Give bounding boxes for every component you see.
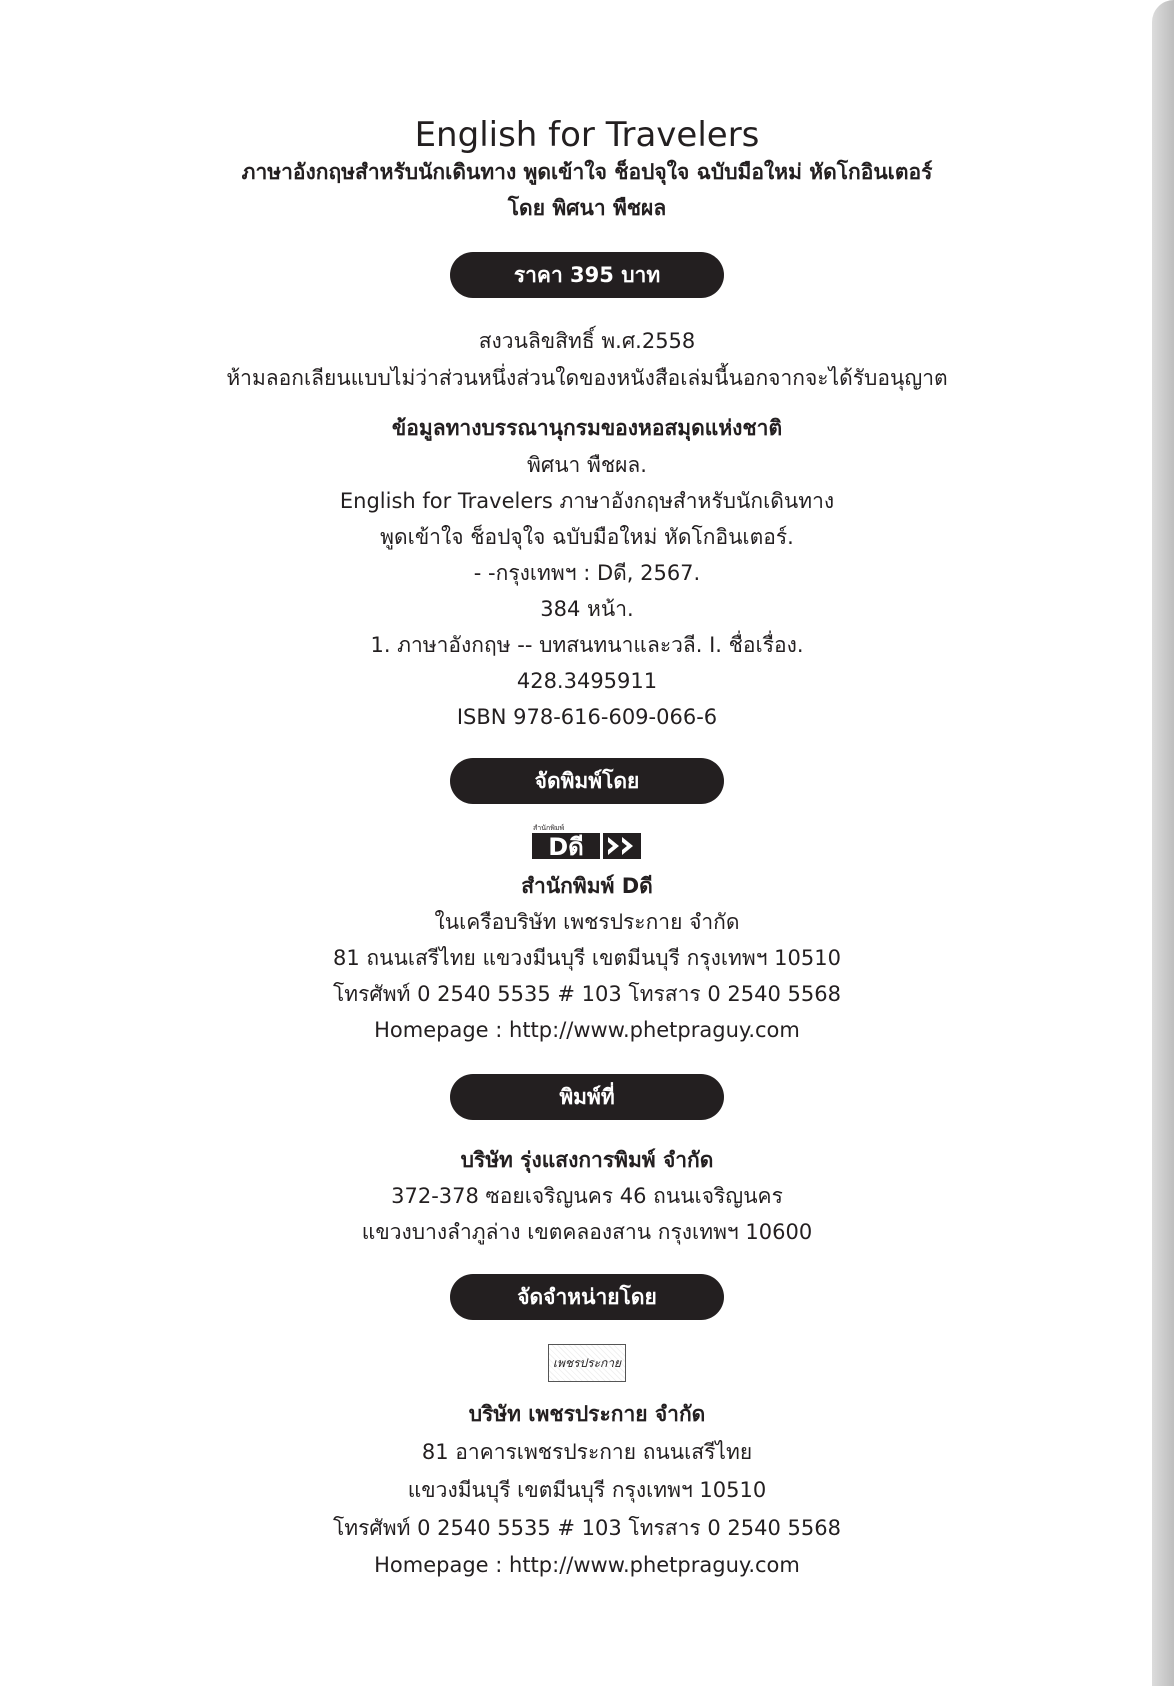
publisher-name: สำนักพิมพ์ Dดี <box>521 874 653 898</box>
cataloging-line: พิศนา พืชผล. <box>527 453 647 477</box>
printer-name: บริษัท รุ่งแสงการพิมพ์ จำกัด <box>460 1148 714 1172</box>
distributor-name: บริษัท เพชรประกาย จำกัด <box>468 1402 706 1426</box>
printer-address: แขวงบางลำภูล่าง เขตคลองสาน กรุงเทพฯ 10600 <box>361 1220 813 1244</box>
logo-text: Dดี <box>548 833 584 860</box>
printer-badge: พิมพ์ที่ <box>450 1074 724 1120</box>
author-line: โดย พิศนา พืชผล <box>507 196 667 220</box>
cataloging-heading: ข้อมูลทางบรรณานุกรมของหอสมุดแห่งชาติ <box>391 416 783 440</box>
distributor-address: แขวงมีนบุรี เขตมีนบุรี กรุงเทพฯ 10510 <box>407 1478 767 1502</box>
copyright-notice: ห้ามลอกเลียนแบบไม่ว่าส่วนหนึ่งส่วนใดของหนังสือเล่มนี้นอกจากจะได้รับอนุญาต <box>226 366 948 390</box>
publisher-line: ในเครือบริษัท เพชรประกาย จำกัด <box>434 910 740 934</box>
page-edge <box>1152 0 1174 1686</box>
distributor-badge: จัดจำหน่ายโดย <box>450 1274 724 1320</box>
distributor-phone: โทรศัพท์ 0 2540 5535 # 103 โทรสาร 0 2540 5568 <box>333 1516 841 1540</box>
cataloging-line: 384 หน้า. <box>540 597 634 621</box>
cataloging-line: 428.3495911 <box>516 669 658 693</box>
ddee-logo-icon <box>531 822 643 860</box>
cataloging-line: - -กรุงเทพฯ : Dดี, 2567. <box>473 561 701 585</box>
publisher-badge: จัดพิมพ์โดย <box>450 758 724 804</box>
distributor-homepage: Homepage : http://www.phetpraguy.com <box>374 1553 800 1577</box>
cataloging-line: พูดเข้าใจ ช็อปจุใจ ฉบับมือใหม่ หัดโกอินเตอร์. <box>380 525 794 549</box>
printer-address: 372-378 ซอยเจริญนคร 46 ถนนเจริญนคร <box>391 1184 783 1208</box>
book-title: English for Travelers <box>414 115 760 155</box>
distributor-address: 81 อาคารเพชรประกาย ถนนเสรีไทย <box>421 1440 753 1464</box>
publisher-address: 81 ถนนเสรีไทย แขวงมีนบุรี เขตมีนบุรี กรุงเทพฯ 10510 <box>333 946 841 970</box>
book-subtitle: ภาษาอังกฤษสำหรับนักเดินทาง พูดเข้าใจ ช็อปจุใจ ฉบับมือใหม่ หัดโกอินเตอร์ <box>241 160 933 184</box>
price-badge: ราคา 395 บาท <box>450 252 724 298</box>
cataloging-line: 1. ภาษาอังกฤษ -- บทสนทนาและวลี. I. ชื่อเรื่อง. <box>370 633 804 657</box>
cataloging-line: English for Travelers ภาษาอังกฤษสำหรับนักเดินทาง <box>339 489 835 513</box>
phetpraguy-logo-icon: เพชรประกาย <box>548 1344 626 1382</box>
isbn-line: ISBN 978-616-609-066-6 <box>456 705 718 729</box>
publisher-phone: โทรศัพท์ 0 2540 5535 # 103 โทรสาร 0 2540 5568 <box>333 982 841 1006</box>
copyright-line: สงวนลิขสิทธิ์ พ.ศ.2558 <box>478 329 696 353</box>
publisher-homepage: Homepage : http://www.phetpraguy.com <box>374 1018 800 1042</box>
logo-small-text: สำนักพิมพ์ <box>533 824 565 832</box>
